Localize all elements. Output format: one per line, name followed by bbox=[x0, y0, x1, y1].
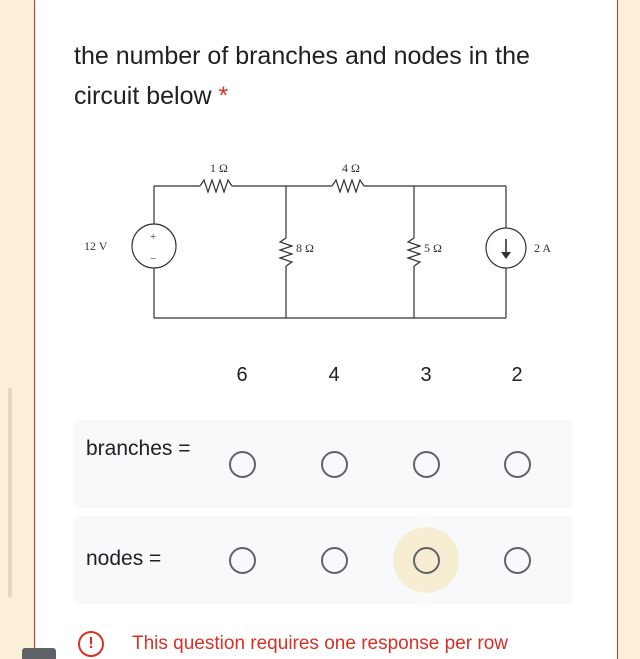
radio-circle[interactable] bbox=[321, 547, 348, 574]
radio-circle[interactable] bbox=[229, 547, 256, 574]
radio-branches-6[interactable] bbox=[209, 431, 275, 497]
column-header-3: 3 bbox=[420, 364, 432, 386]
radio-nodes-4[interactable] bbox=[301, 527, 367, 593]
voltage-plus-sign: + bbox=[150, 231, 157, 243]
grid-row-branches bbox=[74, 420, 572, 508]
source-voltage-label: 12 V bbox=[84, 239, 108, 253]
error-message: This question requires one response per row bbox=[132, 633, 508, 654]
radio-nodes-2[interactable] bbox=[484, 527, 550, 593]
circuit-diagram bbox=[80, 148, 570, 328]
radio-branches-4[interactable] bbox=[301, 431, 367, 497]
column-header-2: 4 bbox=[328, 364, 340, 386]
validation-error bbox=[78, 628, 508, 659]
column-header-1: 6 bbox=[236, 364, 248, 386]
radio-circle[interactable] bbox=[321, 451, 348, 478]
resistor-3-zigzag bbox=[280, 238, 292, 266]
r3-label: 8 Ω bbox=[296, 241, 314, 255]
radio-branches-3[interactable] bbox=[393, 431, 459, 497]
voltage-minus-sign: − bbox=[150, 253, 157, 265]
page-scroll-edge bbox=[8, 388, 12, 598]
question-title-text: the number of branches and nodes in the circuit below bbox=[74, 42, 530, 110]
radio-circle[interactable] bbox=[504, 451, 531, 478]
row-label-branches: branches = bbox=[86, 437, 191, 460]
current-arrow-head bbox=[501, 252, 511, 259]
required-asterisk: * bbox=[218, 82, 229, 110]
resistor-2-zigzag bbox=[332, 180, 364, 192]
error-icon: ! bbox=[78, 631, 104, 657]
resistor-1-zigzag bbox=[200, 180, 232, 192]
grid-row-nodes bbox=[74, 516, 572, 604]
radio-circle[interactable] bbox=[229, 451, 256, 478]
column-header-4: 2 bbox=[511, 364, 523, 386]
r4-label: 5 Ω bbox=[424, 241, 442, 255]
row-label-nodes: nodes = bbox=[86, 547, 162, 570]
floating-action-button[interactable] bbox=[22, 648, 56, 659]
resistor-4-zigzag bbox=[408, 238, 420, 266]
current-source-label: 2 A bbox=[534, 241, 552, 255]
radio-nodes-3[interactable] bbox=[393, 527, 459, 593]
radio-circle[interactable] bbox=[413, 451, 440, 478]
r1-label: 1 Ω bbox=[210, 161, 228, 175]
r2-label: 4 Ω bbox=[342, 161, 360, 175]
radio-circle[interactable] bbox=[413, 547, 440, 574]
question-title bbox=[74, 36, 594, 116]
radio-branches-2[interactable] bbox=[484, 431, 550, 497]
radio-nodes-6[interactable] bbox=[209, 527, 275, 593]
radio-circle[interactable] bbox=[504, 547, 531, 574]
